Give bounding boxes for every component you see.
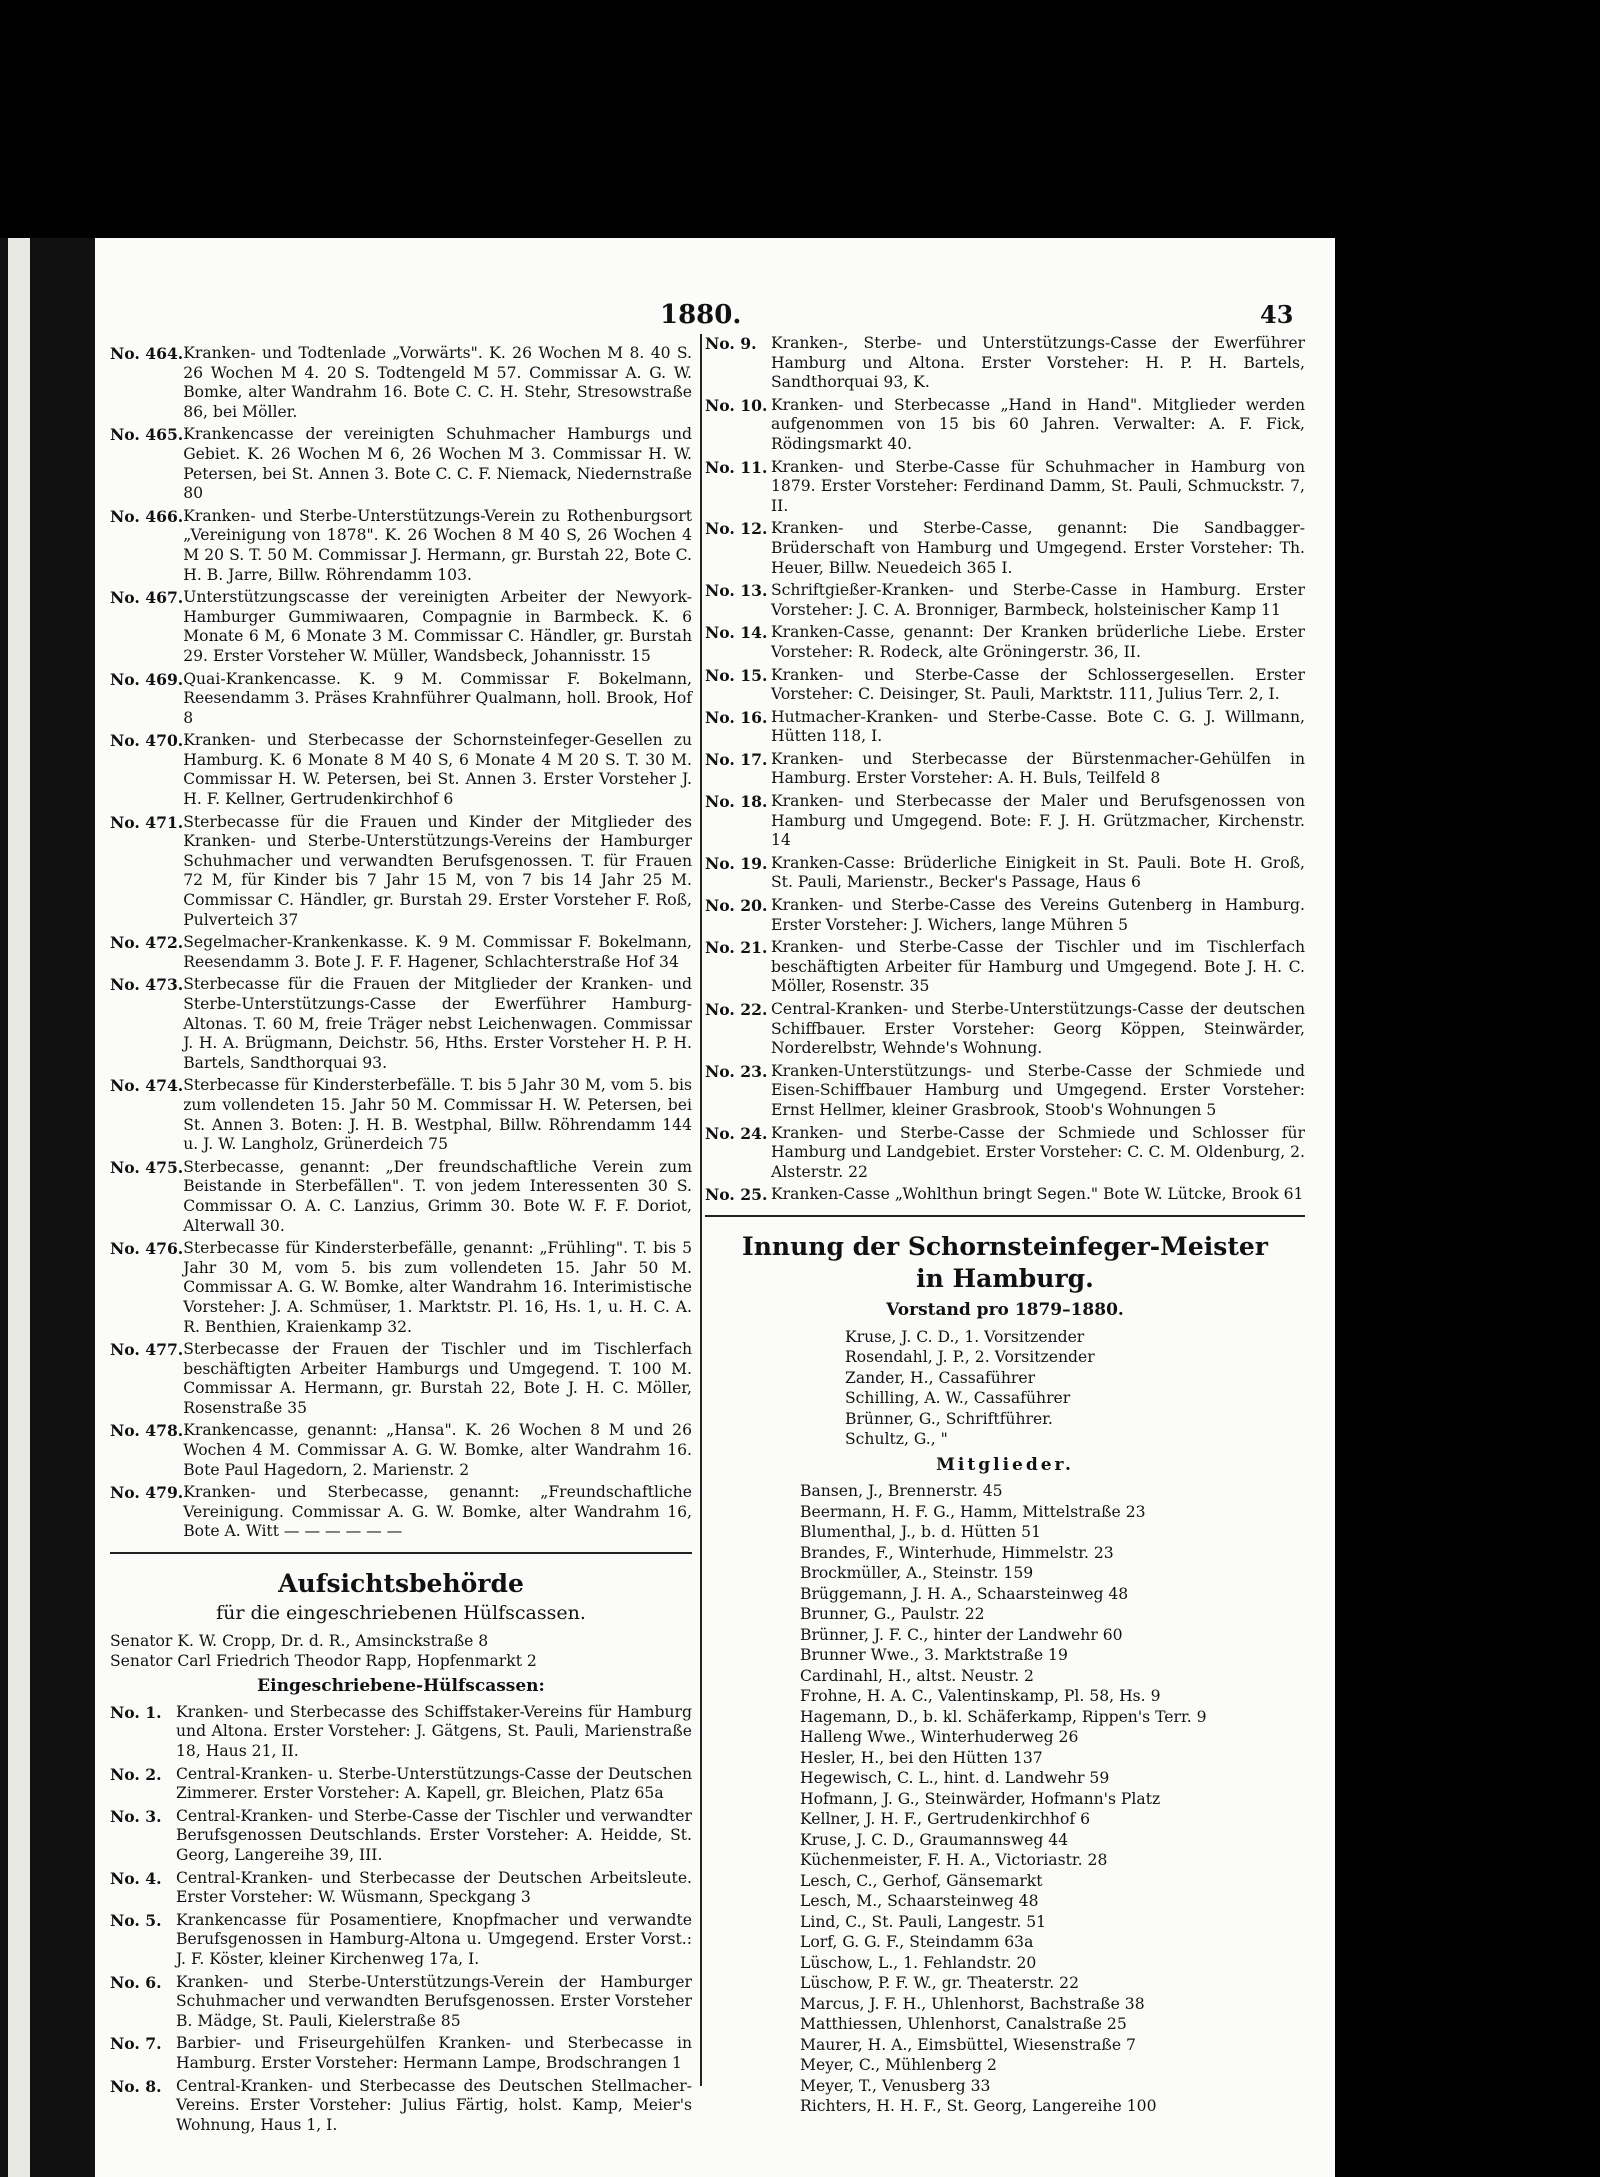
entry-text: Schriftgießer-Kranken- und Sterbe-Casse in Hamburg. Erster Vorsteher: J. C. A. Bronniger, Barmbeck, holsteinischer Kamp 11 — [771, 581, 1305, 619]
section-rule — [110, 1552, 692, 1554]
column-divider — [700, 334, 702, 2086]
entry-text: Kranken-Unterstützungs- und Sterbe-Casse der Schmiede und Eisen-Schiffbauer Hamburg und Umgegend. Erster Vorsteher: Ernst Hellmer, kleiner Grasbrook, Stoob's Wohnungen 5 — [771, 1061, 1305, 1119]
register-entry — [705, 519, 1305, 578]
register-entry — [705, 1062, 1305, 1121]
guild-member: Hagemann, D., b. kl. Schäferkamp, Rippen's Terr. 9 — [800, 1707, 1207, 1726]
entry-number: No. 19. — [705, 853, 768, 873]
entry-text: Kranken- und Sterbe-Unterstützungs-Verein der Hamburger Schuhmacher und verwandten Berufsgenossen. Erster Vorsteher B. Mädge, St. Pauli, Kielerstraße 85 — [176, 1972, 692, 2030]
entry-number: No. 469. — [110, 669, 184, 689]
register-entry — [705, 623, 1305, 662]
guild-member: Küchenmeister, F. H. A., Victoriastr. 28 — [800, 1851, 1108, 1870]
entry-number: No. 23. — [705, 1061, 768, 1081]
register-entry — [110, 1911, 692, 1970]
guild-member: Kellner, J. H. F., Gertrudenkirchhof 6 — [800, 1810, 1090, 1829]
guild-member: Brunner Wwe., 3. Marktstraße 19 — [800, 1646, 1068, 1665]
entry-number: No. 21. — [705, 938, 768, 958]
entry-number: No. 8. — [110, 2076, 162, 2096]
entry-number: No. 25. — [705, 1185, 768, 1205]
register-entry — [110, 1869, 692, 1908]
entry-text: Kranken- und Sterbecasse des Schiffstaker-Vereins für Hamburg und Altona. Erster Vorsteher: J. Gätgens, St. Pauli, Marienstraße 18, Haus 21, II. — [176, 1702, 692, 1760]
register-entry — [110, 1973, 692, 2032]
guild-member: Kruse, J. C. D., Graumannsweg 44 — [800, 1830, 1069, 1849]
entry-number: No. 471. — [110, 812, 184, 832]
entry-number: No. 15. — [705, 665, 768, 685]
register-entry — [705, 581, 1305, 620]
guild-member: Cardinahl, H., altst. Neustr. 2 — [800, 1666, 1034, 1685]
board-member: Kruse, J. C. D., 1. Vorsitzender — [845, 1327, 1085, 1346]
entry-text: Central-Kranken- u. Sterbe-Unterstützungs-Casse der Deutschen Zimmerer. Erster Vorsteher: A. Kapell, gr. Bleichen, Platz 65a — [176, 1764, 692, 1803]
entry-number: No. 477. — [110, 1340, 184, 1360]
authority-title: Aufsichtsbehörde — [278, 1569, 524, 1599]
guild-member: Lind, C., St. Pauli, Langestr. 51 — [800, 1912, 1047, 1931]
register-entry — [110, 731, 692, 809]
members-list — [705, 1481, 1305, 2117]
entry-number: No. 466. — [110, 506, 184, 526]
entry-text: Kranken- und Sterbe-Casse der Schmiede und Schlosser für Hamburg und Landgebiet. Erster Vorsteher: C. C. M. Oldenburg, 2. Alsterstr. 22 — [771, 1123, 1305, 1181]
entry-text: Kranken- und Sterbecasse, genannt: „Freundschaftliche Vereinigung. Commissar A. G. W. Bomke, alter Wandrahm 16, Bote A. Witt — — — — — — — [183, 1483, 692, 1541]
register-entry — [110, 1703, 692, 1762]
guild-member: Matthiessen, Uhlenhorst, Canalstraße 25 — [800, 2015, 1127, 2034]
register-entry — [110, 1158, 692, 1236]
register-entry — [110, 813, 692, 931]
section-rule — [705, 1215, 1305, 1217]
facing-page-edge — [8, 238, 30, 2177]
register-entry — [705, 1000, 1305, 1059]
entry-text: Segelmacher-Krankenkasse. K. 9 M. Commissar F. Bokelmann, Reesendamm 3. Bote J. F. F. Hagener, Schlachterstraße Hof 34 — [183, 933, 692, 971]
entry-number: No. 9. — [705, 334, 757, 353]
register-entry — [110, 588, 692, 666]
entry-text: Unterstützungscasse der vereinigten Arbeiter der Newyork-Hamburger Gummiwaaren, Compagnie in Barmbeck. K. 6 Monate 6 M, 6 Monate 3 M. Commissar C. Händler, gr. Burstah 29. Erster Vorsteher W. Müller, Wandsbeck, Johannisstr. 15 — [183, 588, 692, 665]
guild-member: Hegewisch, C. L., hint. d. Landwehr 59 — [800, 1769, 1110, 1788]
entry-number: No. 3. — [110, 1806, 162, 1826]
board-member: Schilling, A. W., Cassaführer — [845, 1389, 1071, 1408]
guild-member: Maurer, H. A., Eimsbüttel, Wiesenstraße 7 — [800, 2035, 1136, 2054]
entry-number: No. 473. — [110, 975, 184, 995]
register-entry — [705, 792, 1305, 851]
register-entry — [705, 396, 1305, 455]
register-entry — [110, 975, 692, 1073]
guild-member: Lorf, G. G. F., Steindamm 63a — [800, 1933, 1034, 1952]
entry-text: Sterbecasse für Kindersterbefälle. T. bis 5 Jahr 30 M, vom 5. bis zum vollendeten 15. Jahr 50 M. Commissar H. W. Petersen, bei St. Annen 3. Boten: J. H. B. Westphal, Billw. Röhrendamm 144 u. J. W. Langholz, Grünerdeich 75 — [183, 1076, 692, 1154]
board-list — [705, 1327, 1305, 1450]
register-entry — [705, 458, 1305, 517]
register-entry — [110, 2034, 692, 2073]
entry-number: No. 478. — [110, 1421, 184, 1441]
register-entry — [110, 933, 692, 972]
guild-member: Lesch, M., Schaarsteinweg 48 — [800, 1892, 1039, 1911]
entry-number: No. 20. — [705, 896, 768, 916]
entry-text: Kranken- und Sterbecasse der Bürstenmacher-Gehülfen in Hamburg. Erster Vorsteher: A. H. Buls, Teilfeld 8 — [771, 749, 1305, 788]
entry-number: No. 472. — [110, 933, 184, 953]
register-entry — [110, 1421, 692, 1480]
entry-text: Kranken- und Sterbecasse „Hand in Hand". Mitglieder werden aufgenommen von 15 bis 60 Jahren. Verwalter: A. F. Fick, Rödingsmarkt 40. — [771, 395, 1305, 453]
guild-member: Brünner, J. F. C., hinter der Landwehr 60 — [800, 1625, 1123, 1644]
entry-number: No. 474. — [110, 1076, 184, 1096]
entry-number: No. 22. — [705, 1000, 768, 1019]
entry-text: Kranken-Casse, genannt: Der Kranken brüderliche Liebe. Erster Vorsteher: R. Rodeck, alte Gröningerstr. 36, II. — [771, 623, 1305, 661]
guild-member: Blumenthal, J., b. d. Hütten 51 — [800, 1523, 1042, 1542]
register-entry — [110, 1239, 692, 1337]
entry-number: No. 2. — [110, 1764, 162, 1784]
entry-text: Kranken-Casse „Wohlthun bringt Segen." Bote W. Lütcke, Brook 61 — [771, 1185, 1304, 1204]
entry-number: No. 479. — [110, 1483, 184, 1503]
register-entry — [110, 2077, 692, 2136]
left-entry-list — [110, 344, 692, 1542]
register-entry — [110, 1340, 692, 1418]
entry-text: Quai-Krankencasse. K. 9 M. Commissar F. Bokelmann, Reesendamm 3. Präses Krahnführer Qualmann, holl. Brook, Hof 8 — [183, 669, 692, 727]
register-entry — [110, 1765, 692, 1804]
entry-text: Kranken- und Sterbe-Casse der Schlossergesellen. Erster Vorsteher: C. Deisinger, St. Pauli, Marktstr. 111, Julius Terr. 2, I. — [771, 665, 1305, 704]
entry-text: Sterbecasse für Kindersterbefälle, genannt: „Frühling". T. bis 5 Jahr 30 M, vom 5. bis zum vollendeten 15. Jahr 50 M. Commissar A. G. W. Bomke, alter Wandrahm 16. Interimistische Vorsteher: J. A. Schmüser, 1. Marktstr. Pl. 16, Hs. 1, u. H. C. A. R. Benthien, Kraienkamp 32. — [183, 1239, 692, 1336]
entry-number: No. 14. — [705, 623, 768, 643]
entry-text: Kranken- und Sterbecasse der Maler und Berufsgenossen von Hamburg und Umgegend. Bote: F. J. H. Grützmacher, Kirchenstr. 14 — [771, 792, 1305, 850]
guild-member: Brockmüller, A., Steinstr. 159 — [800, 1564, 1034, 1583]
entry-text: Kranken-, Sterbe- und Unterstützungs-Casse der Ewerführer Hamburg und Altona. Erster Vorsteher: H. P. H. Bartels, Sandthorquai 93, K. — [771, 334, 1305, 392]
entry-number: No. 465. — [110, 425, 184, 445]
entry-text: Krankencasse für Posamentiere, Knopfmacher und verwandte Berufsgenossen in Hamburg-Altona u. Umgegend. Erster Vorst.: J. F. Köster, kleiner Kirchenweg 17a, I. — [176, 1910, 692, 1968]
guild-member: Frohne, H. A. C., Valentinskamp, Pl. 58, Hs. 9 — [800, 1687, 1161, 1706]
entry-text: Central-Kranken- und Sterbecasse der Deutschen Arbeitsleute. Erster Vorsteher: W. Wüsmann, Speckgang 3 — [176, 1868, 692, 1907]
entry-text: Barbier- und Friseurgehülfen Kranken- und Sterbecasse in Hamburg. Erster Vorsteher: Hermann Lampe, Brodschrangen 1 — [176, 2034, 692, 2072]
entry-number: No. 16. — [705, 707, 768, 727]
guild-member: Brunner, G., Paulstr. 22 — [800, 1605, 985, 1624]
entry-number: No. 470. — [110, 731, 184, 751]
guild-member: Halleng Wwe., Winterhuderweg 26 — [800, 1728, 1079, 1747]
entry-text: Kranken- und Sterbe-Unterstützungs-Verein zu Rothenburgsort „Vereinigung von 1878". K. 26 Wochen 8 M 40 S, 26 Wochen 4 M 20 S. T. 50 M. Commissar J. Hermann, gr. Burstah 22, Bote C. H. B. Jarre, Billw. Röhrendamm 103. — [183, 506, 692, 584]
senator-line: Senator Carl Friedrich Theodor Rapp, Hopfenmarkt 2 — [110, 1651, 537, 1670]
guild-member: Brandes, F., Winterhude, Himmelstr. 23 — [800, 1543, 1114, 1562]
register-entry — [110, 1076, 692, 1154]
register-entry — [705, 896, 1305, 935]
guild-member: Beermann, H. F. G., Hamm, Mittelstraße 23 — [800, 1502, 1146, 1521]
guild-member: Bansen, J., Brennerstr. 45 — [800, 1482, 1003, 1501]
guild-member: Richters, H. H. F., St. Georg, Langereihe 100 — [800, 2097, 1157, 2116]
guild-member: Hesler, H., bei den Hütten 137 — [800, 1748, 1043, 1767]
entry-text: Sterbecasse, genannt: „Der freundschaftliche Verein zum Beistande in Sterbefällen". T. von jedem Interessenten 30 S. Commissar O. A. C. Lanzius, Grimm 30. Bote W. F. F. Doriot, Alterwall 30. — [183, 1157, 692, 1235]
entry-text: Central-Kranken- und Sterbecasse des Deutschen Stellmacher-Vereins. Erster Vorsteher: Julius Färtig, holst. Kamp, Meier's Wohnung, Haus 1, I. — [176, 2076, 692, 2134]
guild-member: Lesch, C., Gerhof, Gänsemarkt — [800, 1871, 1043, 1890]
guild-member: Lüschow, P. F. W., gr. Theaterstr. 22 — [800, 1974, 1080, 1993]
right-column — [705, 334, 1305, 2117]
entry-text: Kranken-Casse: Brüderliche Einigkeit in St. Pauli. Bote H. Groß, St. Pauli, Marienstr., Becker's Passage, Haus 6 — [771, 853, 1305, 892]
guild-member: Meyer, T., Venusberg 33 — [800, 2076, 991, 2095]
entry-text: Hutmacher-Kranken- und Sterbe-Casse. Bote C. G. J. Willmann, Hütten 118, I. — [771, 707, 1305, 746]
board-member: Zander, H., Cassaführer — [845, 1368, 1036, 1387]
guild-title-city: in Hamburg. — [916, 1263, 1094, 1293]
board-member: Rosendahl, J. P., 2. Vorsitzender — [845, 1348, 1095, 1367]
section-heading: Eingeschriebene-Hülfscassen: — [257, 1676, 545, 1697]
entry-text: Sterbecasse der Frauen der Tischler und im Tischlerfach beschäftigten Arbeiter Hamburgs und Umgegend. T. 100 M. Commissar A. Hermann, gr. Burstah 22, Bote J. H. C. Möller, Rosenstraße 35 — [183, 1340, 692, 1417]
register-entry — [110, 1807, 692, 1866]
entry-text: Central-Kranken- und Sterbe-Casse der Tischler und verwandter Berufsgenossen Deutschlands. Erster Vorsteher: A. Heidde, St. Georg, Langereihe 39, III. — [176, 1806, 692, 1864]
senator-line: Senator K. W. Cropp, Dr. d. R., Amsinckstraße 8 — [110, 1632, 489, 1651]
register-entry — [705, 854, 1305, 893]
register-entry — [705, 1185, 1305, 1205]
entry-number: No. 467. — [110, 588, 184, 608]
register-entry — [110, 425, 692, 503]
entry-number: No. 475. — [110, 1157, 184, 1177]
register-entry — [110, 344, 692, 422]
page-number: 43 — [1260, 300, 1294, 329]
entry-text: Sterbecasse für die Frauen und Kinder der Mitglieder des Kranken- und Sterbe-Unterstützungs-Vereins der Hamburger Schuhmacher und verwandten Berufsgenossen. T. für Frauen 72 M, für Kinder bis 7 Jahr 15 M, von 7 bis 14 Jahr 25 M. Commissar C. Händler, gr. Burstah 29. Erster Vorsteher F. Roß, Pulverteich 37 — [183, 812, 692, 929]
entry-number: No. 464. — [110, 344, 184, 363]
authority-subtitle: für die eingeschriebenen Hülfscassen. — [216, 1602, 586, 1625]
entry-number: No. 13. — [705, 581, 768, 601]
entry-text: Kranken- und Todtenlade „Vorwärts". K. 26 Wochen M 8. 40 S. 26 Wochen M 4. 20 S. Todtengeld M 57. Commissar A. G. W. Bomke, alter Wandrahm 16. Bote C. C. H. Stehr, Stresowstraße 86, bei Möller. — [183, 344, 692, 421]
authority-entry-list — [110, 1703, 692, 2135]
entry-number: No. 4. — [110, 1868, 162, 1888]
entry-text: Kranken- und Sterbe-Casse für Schuhmacher in Hamburg von 1879. Erster Vorsteher: Ferdinand Damm, St. Pauli, Schmuckstr. 7, II. — [771, 457, 1305, 515]
entry-text: Kranken- und Sterbe-Casse, genannt: Die Sandbagger-Brüderschaft von Hamburg und Umgegend. Erster Vorsteher: Th. Heuer, Billw. Neuedeich 365 I. — [771, 519, 1305, 577]
entry-number: No. 6. — [110, 1972, 162, 1992]
right-entry-list — [705, 334, 1305, 1205]
register-entry — [705, 708, 1305, 747]
board-member: Schultz, G., " — [845, 1430, 948, 1449]
guild-member: Lüschow, L., 1. Fehlandstr. 20 — [800, 1953, 1037, 1972]
entry-number: No. 1. — [110, 1702, 162, 1722]
page-year-header: 1880. — [660, 300, 742, 330]
entry-text: Kranken- und Sterbe-Casse der Tischler und im Tischlerfach beschäftigten Arbeiter für Hamburg und Umgegend. Bote J. H. C. Möller, Rosenstr. 35 — [771, 938, 1305, 996]
guild-member: Brüggemann, J. H. A., Schaarsteinweg 48 — [800, 1584, 1129, 1603]
entry-text: Kranken- und Sterbecasse der Schornsteinfeger-Gesellen zu Hamburg. K. 6 Monate 8 M 40 S, 6 Monate 4 M 20 S. T. 30 M. Commissar H. W. Petersen, bei St. Annen 3. Erster Vorsteher J. H. F. Kellner, Gertrudenkirchhof 6 — [183, 731, 692, 809]
register-entry — [110, 507, 692, 585]
guild-member: Meyer, C., Mühlenberg 2 — [800, 2056, 997, 2075]
entry-text: Sterbecasse für die Frauen der Mitglieder der Kranken- und Sterbe-Unterstützungs-Casse der Ewerführer Hamburg-Altonas. T. 60 M, freie Träger nebst Leichenwagen. Commissar J. H. A. Brügmann, Deichstr. 56, Hths. Erster Vorsteher H. P. H. Bartels, Sandthorquai 93. — [183, 975, 692, 1072]
entry-number: No. 17. — [705, 749, 768, 769]
entry-number: No. 5. — [110, 1910, 162, 1930]
register-entry — [705, 1124, 1305, 1183]
entry-number: No. 12. — [705, 519, 768, 539]
entry-number: No. 7. — [110, 2034, 162, 2054]
entry-number: No. 476. — [110, 1239, 184, 1259]
guild-member: Hofmann, J. G., Steinwärder, Hofmann's Platz — [800, 1789, 1161, 1808]
board-member: Brünner, G., Schriftführer. — [845, 1409, 1053, 1428]
entry-number: No. 11. — [705, 457, 768, 477]
register-entry — [110, 670, 692, 729]
register-entry — [705, 334, 1305, 393]
entry-number: No. 10. — [705, 395, 768, 415]
register-entry — [705, 750, 1305, 789]
entry-text: Central-Kranken- und Sterbe-Unterstützungs-Casse der deutschen Schiffbauer. Erster Vorsteher: Georg Köppen, Steinwärder, Norderelbstr, Wehnde's Wohnung. — [771, 1000, 1305, 1058]
register-entry — [705, 938, 1305, 997]
entry-text: Krankencasse der vereinigten Schuhmacher Hamburgs und Gebiet. K. 26 Wochen M 6, 26 Wochen M 3. Commissar H. W. Petersen, bei St. Annen 3. Bote C. C. F. Niemack, Niedernstraße 80 — [183, 425, 692, 503]
members-heading: Mitglieder. — [936, 1454, 1074, 1475]
left-column — [110, 344, 692, 2138]
entry-number: No. 18. — [705, 792, 768, 812]
entry-number: No. 24. — [705, 1123, 768, 1143]
entry-text: Krankencasse, genannt: „Hansa". K. 26 Wochen 8 M und 26 Wochen 4 M. Commissar A. G. W. Bomke, alter Wandrahm 16. Bote Paul Hagedorn, 2. Marienstr. 2 — [183, 1421, 692, 1479]
entry-text: Kranken- und Sterbe-Casse des Vereins Gutenberg in Hamburg. Erster Vorsteher: J. Wichers, lange Mühren 5 — [771, 896, 1305, 934]
board-heading: Vorstand pro 1879–1880. — [886, 1299, 1124, 1320]
register-entry — [705, 666, 1305, 705]
guild-title: Innung der Schornsteinfeger-Meister — [742, 1231, 1268, 1261]
guild-member: Marcus, J. F. H., Uhlenhorst, Bachstraße 38 — [800, 1994, 1145, 2013]
register-entry — [110, 1483, 692, 1542]
